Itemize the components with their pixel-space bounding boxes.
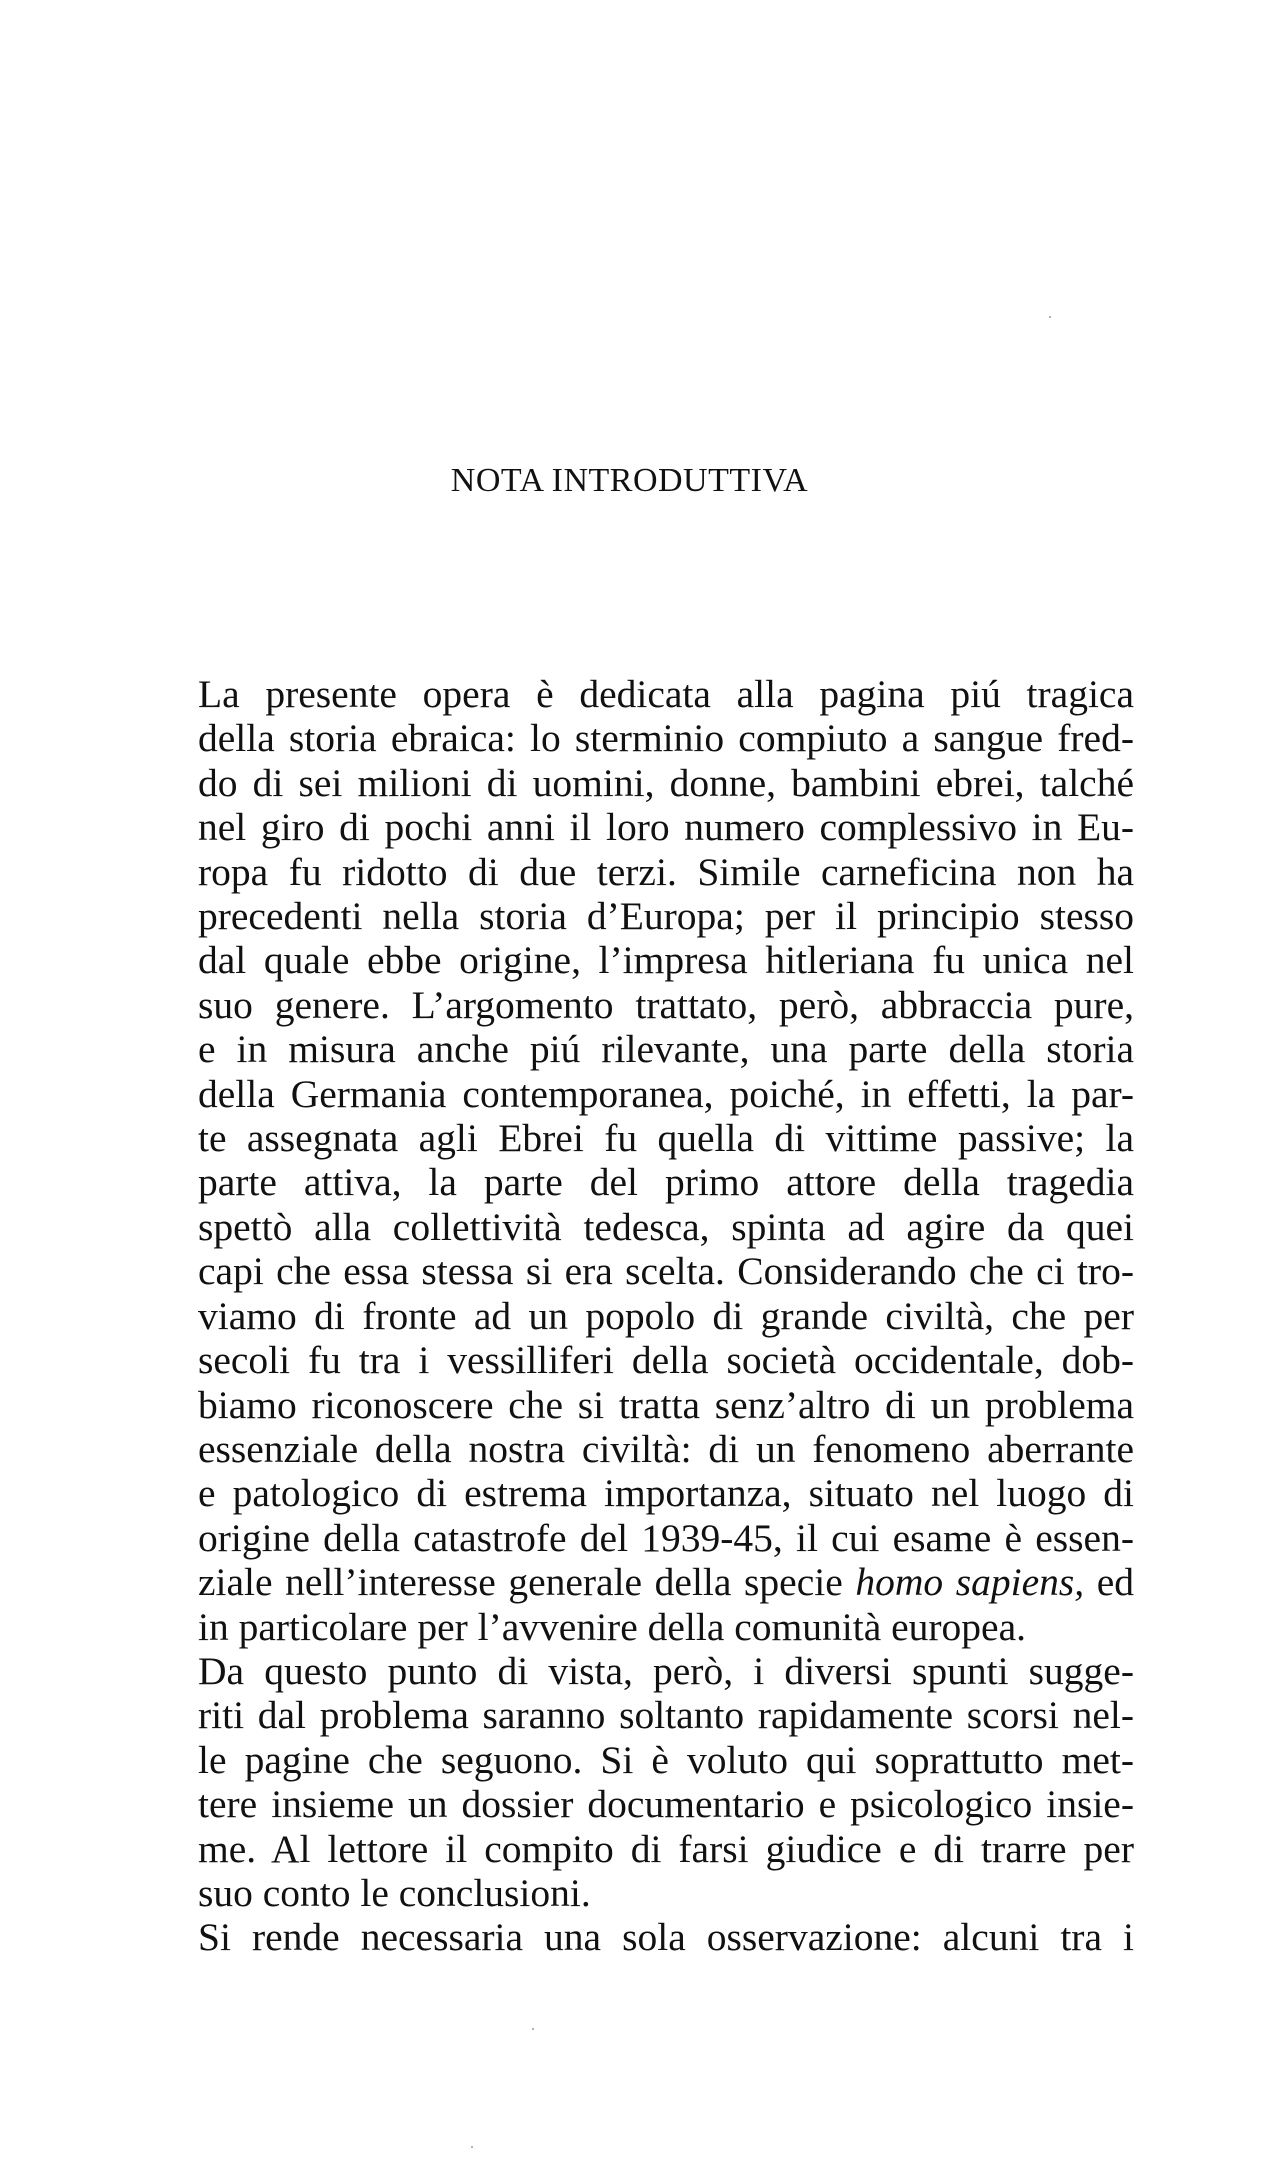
scan-speck bbox=[1049, 316, 1051, 318]
paragraph-2 bbox=[198, 1649, 1134, 1915]
text-line: le pagine che seguono. Si è voluto qui soprattutto met- bbox=[198, 1737, 1134, 1782]
text-line: e patologico di estrema importanza, situato nel luogo di bbox=[198, 1471, 1134, 1516]
text-fragment: ed bbox=[1084, 1560, 1134, 1605]
text-line: spettò alla collettività tedesca, spinta ad agire da quei bbox=[198, 1204, 1134, 1249]
text-line: della storia ebraica: lo sterminio compiuto a sangue fred- bbox=[198, 716, 1134, 761]
text-line: tere insieme un dossier documentario e psicologico insie- bbox=[198, 1782, 1134, 1827]
text-line: viamo di fronte ad un popolo di grande civiltà, che per bbox=[198, 1293, 1134, 1338]
text-line: e in misura anche piú rilevante, una parte della storia bbox=[198, 1027, 1134, 1072]
text-line: ropa fu ridotto di due terzi. Simile carneficina non ha bbox=[198, 849, 1134, 894]
text-line: biamo riconoscere che si tratta senz’altro di un problema bbox=[198, 1382, 1134, 1427]
text-line: me. Al lettore il compito di farsi giudice e di trarre per bbox=[198, 1826, 1134, 1871]
text-line: Da questo punto di vista, però, i diversi spunti sugge- bbox=[198, 1648, 1134, 1693]
body-text bbox=[198, 672, 1134, 1960]
text-line-with-italic bbox=[198, 1560, 1134, 1604]
text-line: te assegnata agli Ebrei fu quella di vittime passive; la bbox=[198, 1116, 1134, 1161]
text-line: origine della catastrofe del 1939-45, il cui esame è essen- bbox=[198, 1515, 1134, 1560]
text-fragment: ziale nell’interesse generale della specie bbox=[198, 1560, 856, 1605]
text-line: nel giro di pochi anni il loro numero complessivo in Eu- bbox=[198, 805, 1134, 850]
text-line: riti dal problema saranno soltanto rapidamente scorsi nel- bbox=[198, 1693, 1134, 1738]
text-line: essenziale della nostra civiltà: di un fenomeno aberrante bbox=[198, 1426, 1134, 1471]
italic-term: homo sapiens, bbox=[855, 1560, 1085, 1605]
chapter-title: NOTA INTRODUTTIVA bbox=[450, 462, 809, 499]
text-line: capi che essa stessa si era scelta. Considerando che ci tro- bbox=[198, 1249, 1134, 1294]
paragraph-3 bbox=[198, 1915, 1134, 1959]
scan-speck bbox=[532, 2028, 534, 2030]
text-line: secoli fu tra i vessilliferi della società occidentale, dob- bbox=[198, 1338, 1134, 1383]
text-line: in particolare per l’avvenire della comunità europea. bbox=[198, 1604, 1026, 1649]
text-line: suo conto le conclusioni. bbox=[198, 1870, 591, 1915]
text-line: do di sei milioni di uomini, donne, bambini ebrei, talché bbox=[198, 760, 1134, 805]
text-line: suo genere. L’argomento trattato, però, abbraccia pure, bbox=[198, 982, 1134, 1027]
paragraph-1 bbox=[198, 672, 1134, 1649]
text-line: Si rende necessaria una sola osservazione: alcuni tra i bbox=[198, 1915, 1134, 1960]
text-line: precedenti nella storia d’Europa; per il principio stesso bbox=[198, 894, 1134, 939]
text-line: La presente opera è dedicata alla pagina piú tragica bbox=[198, 672, 1134, 716]
text-line: dal quale ebbe origine, l’impresa hitleriana fu unica nel bbox=[198, 938, 1134, 983]
text-line: della Germania contemporanea, poiché, in effetti, la par- bbox=[198, 1071, 1134, 1116]
scan-speck bbox=[471, 2146, 473, 2148]
text-line: parte attiva, la parte del primo attore della tragedia bbox=[198, 1160, 1134, 1205]
